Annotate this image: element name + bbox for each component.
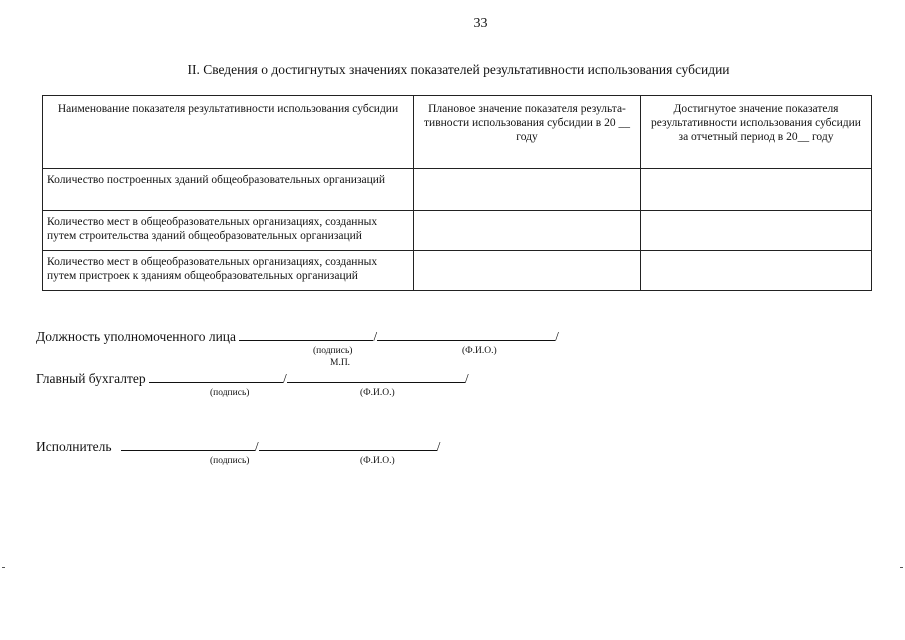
table-row <box>43 251 872 291</box>
row-indicator-name: Количество построенных зданий общеобразовательных организаций <box>43 169 414 211</box>
row-planned-cell[interactable] <box>414 169 641 211</box>
header-indicator-name: Наименование показателя результативности использования субсидии <box>43 96 414 169</box>
accountant-signature-line <box>36 370 469 387</box>
executor-name-caption: (Ф.И.О.) <box>360 456 395 466</box>
row-planned-cell[interactable] <box>414 251 641 291</box>
section-title: II. Сведения о достигнутых значениях показателей результативности использования субсидии <box>187 62 730 77</box>
accountant-name-caption: (Ф.И.О.) <box>360 388 395 398</box>
stamp-mark: М.П. <box>330 358 351 368</box>
accountant-sign-caption: (подпись) <box>210 388 250 398</box>
header-planned-value: Плановое значение показателя результа-тивности использования субсидии в 20 __ году <box>414 96 641 169</box>
official-sign-field[interactable] <box>239 328 373 341</box>
row-achieved-cell[interactable] <box>641 251 872 291</box>
executor-signature-line <box>36 438 440 455</box>
separator: / <box>555 329 559 344</box>
row-planned-cell[interactable] <box>414 211 641 251</box>
page-number: 33 <box>473 16 488 31</box>
separator: / <box>373 329 378 344</box>
official-name-caption: (Ф.И.О.) <box>462 346 497 356</box>
accountant-label: Главный бухгалтер <box>36 371 146 386</box>
executor-name-field[interactable] <box>259 438 437 451</box>
table-row <box>43 211 872 251</box>
row-indicator-name: Количество мест в общеобразовательных организациях, созданных путем пристроек к зданиям общеобразовательных организаций <box>43 251 414 291</box>
executor-label: Исполнитель <box>36 439 112 454</box>
accountant-name-field[interactable] <box>287 370 465 383</box>
scan-edge-mark <box>900 567 903 568</box>
official-label: Должность уполномоченного лица <box>36 329 237 344</box>
scan-edge-mark <box>2 567 5 568</box>
separator: / <box>254 439 259 454</box>
row-indicator-name: Количество мест в общеобразовательных организациях, созданных путем строительства зданий общеобразовательных организаций <box>43 211 414 251</box>
separator: / <box>283 371 287 386</box>
separator: / <box>464 371 469 386</box>
row-achieved-cell[interactable] <box>641 169 872 211</box>
official-name-field[interactable] <box>377 328 555 341</box>
official-signature-line <box>36 328 559 345</box>
executor-sign-caption: (подпись) <box>210 456 250 466</box>
header-achieved-value: Достигнутое значение показателя результативности использования субсидии за отчетный период в 20__ году <box>641 96 872 169</box>
table-header-row <box>43 96 872 169</box>
accountant-sign-field[interactable] <box>149 370 283 383</box>
table-row <box>43 169 872 211</box>
separator: / <box>436 439 441 454</box>
official-sign-caption: (подпись) <box>313 346 353 356</box>
executor-sign-field[interactable] <box>121 438 255 451</box>
row-achieved-cell[interactable] <box>641 211 872 251</box>
indicators-table <box>42 95 872 291</box>
